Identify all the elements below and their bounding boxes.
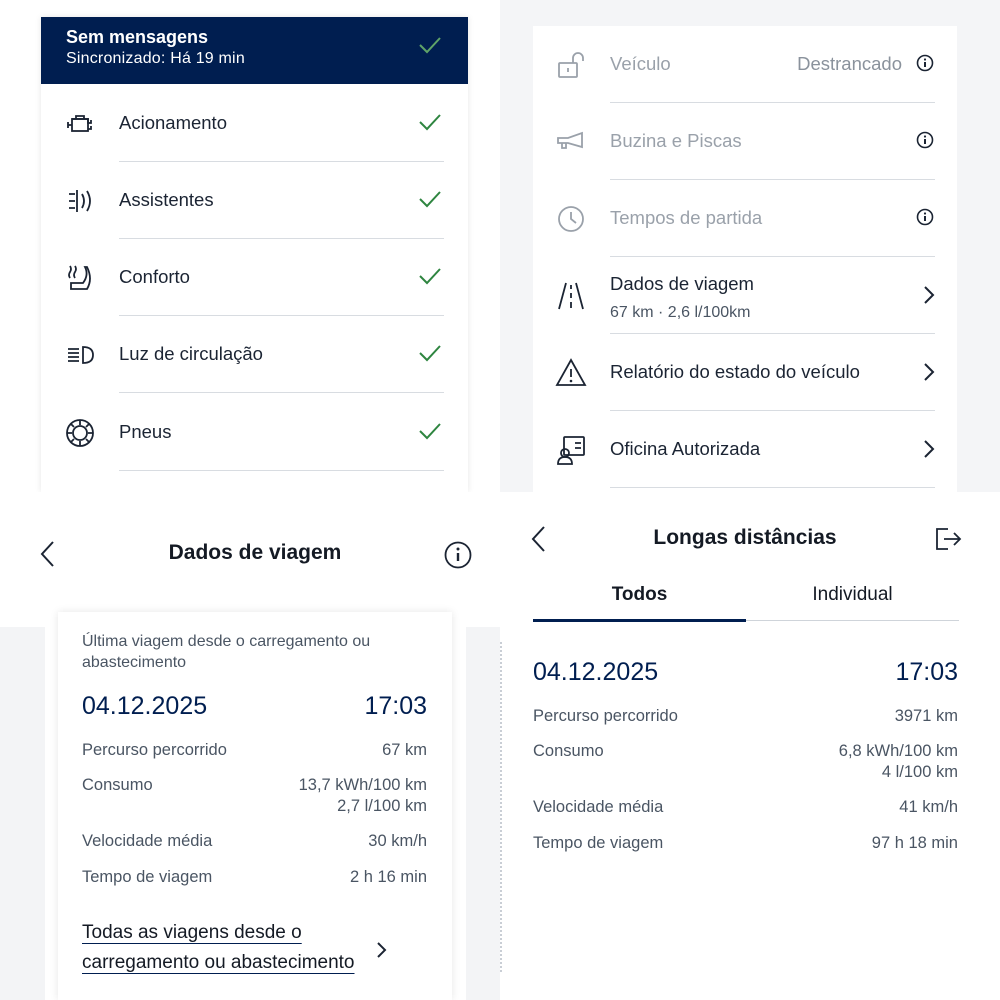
stat-label: Percurso percorrido bbox=[82, 741, 227, 759]
horn-icon bbox=[555, 126, 587, 158]
vehicle-row-label: Buzina e Piscas bbox=[610, 130, 742, 151]
lock-open-icon bbox=[555, 49, 587, 81]
status-header bbox=[41, 17, 468, 84]
status-item-luz[interactable] bbox=[41, 316, 468, 393]
warning-icon bbox=[555, 357, 587, 389]
vehicle-row-trip-data[interactable] bbox=[533, 257, 957, 334]
trip-summary: 67 km · 2,6 l/100km bbox=[610, 304, 751, 321]
next-card-edge bbox=[466, 627, 500, 1000]
all-trips-link[interactable]: carregamento ou abastecimento bbox=[82, 952, 355, 973]
seat-heat-icon bbox=[65, 263, 95, 293]
status-item-conforto[interactable] bbox=[41, 239, 468, 316]
trip-date: 04.12.2025 bbox=[533, 658, 659, 686]
check-icon bbox=[418, 112, 442, 132]
check-icon bbox=[418, 421, 442, 441]
active-tab-indicator bbox=[533, 619, 746, 622]
trip-date: 04.12.2025 bbox=[82, 692, 208, 720]
vehicle-row-lock[interactable] bbox=[533, 26, 957, 103]
stat-value: 4 l/100 km bbox=[881, 763, 958, 781]
divider bbox=[610, 487, 935, 488]
previous-card-edge bbox=[0, 627, 45, 1000]
tab-todos[interactable]: Todos bbox=[611, 584, 668, 605]
info-icon[interactable] bbox=[444, 541, 472, 569]
stat-value: 13,7 kWh/100 km bbox=[298, 776, 427, 794]
page-title: Longas distâncias bbox=[653, 526, 837, 549]
export-icon[interactable] bbox=[934, 526, 962, 552]
stat-value: 2,7 l/100 km bbox=[337, 797, 427, 815]
vehicle-panel bbox=[500, 0, 1000, 492]
stat-label: Consumo bbox=[82, 776, 153, 794]
stat-label: Tempo de viagem bbox=[82, 868, 213, 886]
status-header-title: Sem mensagens bbox=[66, 27, 209, 47]
stat-label: Velocidade média bbox=[82, 832, 213, 850]
stat-value: 30 km/h bbox=[368, 832, 427, 850]
trip-time: 17:03 bbox=[364, 692, 427, 720]
check-icon bbox=[418, 343, 442, 363]
engine-icon bbox=[65, 109, 95, 139]
headlight-icon bbox=[65, 340, 95, 370]
status-item-label: Pneus bbox=[119, 421, 172, 442]
stat-value: 2 h 16 min bbox=[349, 868, 427, 886]
trip-time: 17:03 bbox=[895, 658, 958, 686]
stat-value: 41 km/h bbox=[899, 798, 958, 816]
check-icon bbox=[418, 35, 442, 55]
workshop-icon bbox=[555, 434, 587, 466]
vehicle-row-label: Dados de viagem bbox=[610, 273, 754, 294]
page-title: Dados de viagem bbox=[168, 541, 342, 564]
chevron-right-icon bbox=[923, 439, 935, 459]
status-item-label: Assistentes bbox=[119, 189, 214, 210]
chevron-right-icon[interactable] bbox=[376, 940, 388, 960]
trip-caption: Última viagem desde o carregamento ou abastecimento bbox=[82, 633, 371, 671]
panel-edge bbox=[500, 642, 505, 972]
road-icon bbox=[555, 280, 587, 312]
vehicle-row-label: Oficina Autorizada bbox=[610, 438, 761, 459]
status-panel bbox=[0, 0, 500, 492]
vehicle-row-label: Tempos de partida bbox=[610, 207, 763, 228]
all-trips-link[interactable]: Todas as viagens desde o bbox=[82, 922, 302, 943]
vehicle-row-workshop[interactable] bbox=[533, 411, 957, 488]
stat-value: 97 h 18 min bbox=[871, 834, 958, 852]
stat-label: Percurso percorrido bbox=[533, 707, 678, 725]
status-item-label: Acionamento bbox=[119, 112, 227, 133]
clock-icon bbox=[555, 203, 587, 235]
stat-value: 6,8 kWh/100 km bbox=[838, 742, 958, 760]
tab-individual[interactable]: Individual bbox=[812, 584, 893, 605]
chevron-right-icon bbox=[923, 362, 935, 382]
tire-icon bbox=[65, 418, 95, 448]
trip-panel bbox=[0, 492, 500, 1000]
sync-status-text: Sincronizado: Há 19 min bbox=[66, 50, 245, 67]
vehicle-row-health-report[interactable] bbox=[533, 334, 957, 411]
stat-value: 67 km bbox=[382, 741, 427, 759]
status-item-label: Conforto bbox=[119, 266, 190, 287]
info-icon[interactable] bbox=[916, 131, 934, 149]
divider bbox=[119, 392, 444, 393]
vehicle-row-label: Relatório do estado do veículo bbox=[610, 361, 860, 382]
check-icon bbox=[418, 266, 442, 286]
lock-status-value: Destrancado bbox=[797, 53, 902, 74]
chevron-right-icon bbox=[923, 285, 935, 305]
check-icon bbox=[418, 189, 442, 209]
status-item-label: Luz de circulação bbox=[119, 343, 263, 364]
info-icon[interactable] bbox=[916, 208, 934, 226]
status-item-pneus[interactable] bbox=[41, 394, 468, 471]
divider bbox=[119, 470, 444, 471]
vehicle-row-horn[interactable] bbox=[533, 103, 957, 180]
stat-value: 3971 km bbox=[894, 707, 958, 725]
assist-icon bbox=[65, 186, 95, 216]
stat-label: Tempo de viagem bbox=[533, 834, 664, 852]
stat-label: Consumo bbox=[533, 742, 604, 760]
long-distance-panel bbox=[500, 492, 1000, 1000]
status-item-assistentes[interactable] bbox=[41, 162, 468, 239]
vehicle-row-timers[interactable] bbox=[533, 180, 957, 257]
info-icon[interactable] bbox=[916, 54, 934, 72]
status-item-acionamento[interactable] bbox=[41, 85, 468, 162]
vehicle-row-label: Veículo bbox=[610, 53, 671, 74]
stat-label: Velocidade média bbox=[533, 798, 664, 816]
